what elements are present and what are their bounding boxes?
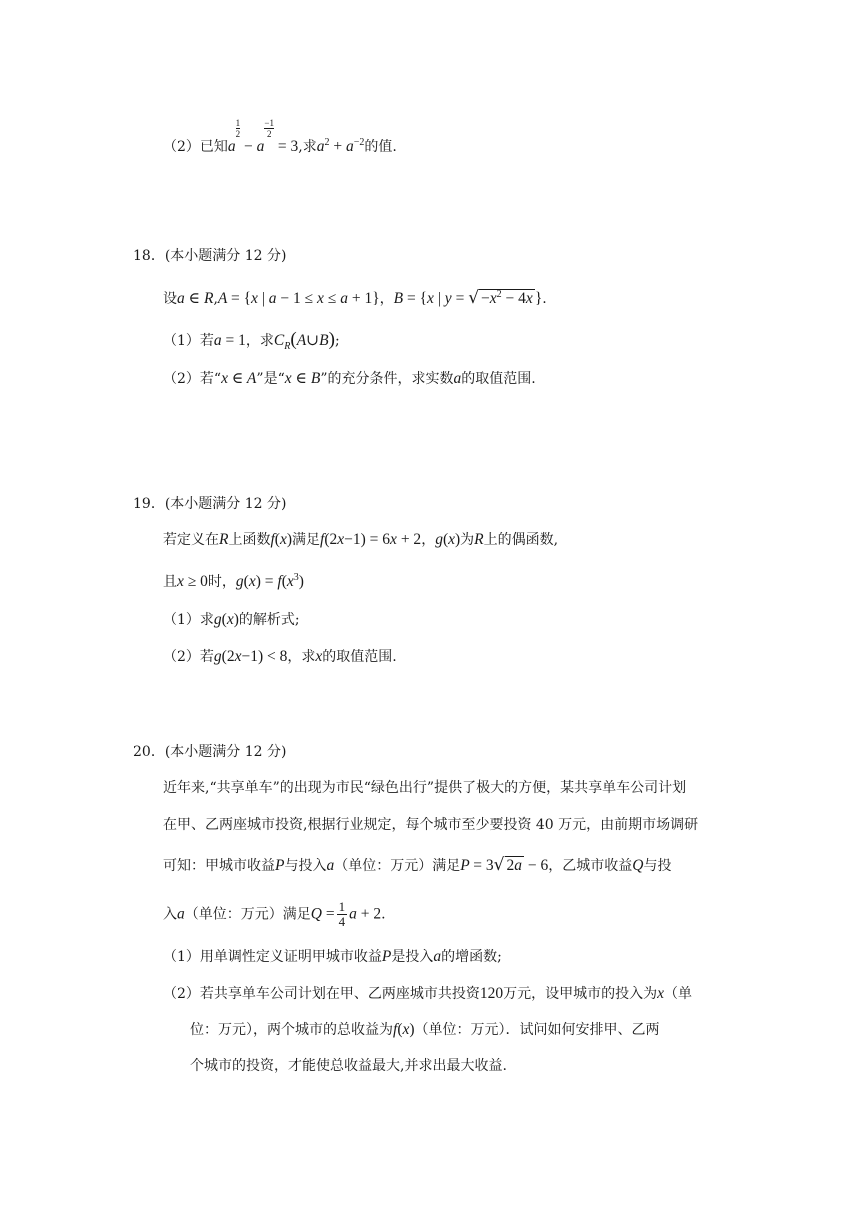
- q17-part2: （2）已知a $\frac{1}{2}$ − a $\frac{-1}{2}$ = 3,求$a^2 + a^{-2}$的值.: [163, 118, 397, 155]
- q20-line1: 近年来,“共享单车”的出现为市民“绿色出行”提供了极大的方便，某共享单车公司计划: [163, 780, 687, 796]
- q20-part2-line3: 个城市的投资，才能使总收益最大,并求出最大收益.: [190, 1058, 507, 1074]
- q18-part1: （1）若a = 1，求$C_R(A\cup B)$;: [163, 329, 340, 353]
- q19-line1: 若定义在R上函数f(x)满足f(2x−1) = 6x + 2，g(x)为R上的偶函数,: [163, 531, 559, 548]
- q19-part1: （1）求g(x)的解析式;: [163, 611, 300, 628]
- q20-line4: 入a（单位：万元）满足Q = $\frac{1}{4}$ a + 2.: [163, 899, 386, 929]
- q19-part2: （2）若g(2x−1) < 8，求x的取值范围.: [163, 648, 397, 665]
- q20-part2-line2: 位：万元），两个城市的总收益为f(x)（单位：万元）．试问如何安排甲、乙两: [190, 1021, 660, 1038]
- q19-line2: 且x ≥ 0时，$g(x) = f(x^3)$: [163, 571, 304, 590]
- q18-header: 18．(本小题满分 12 分): [133, 248, 287, 264]
- math-expr: $a^2 + a^{-2}$: [316, 136, 365, 155]
- q18-intro: 设a ∈ R,A = {x | a − 1 ≤ x ≤ a + 1}，B = {x | y = √ $-x^2 - 4x$ }.: [163, 288, 547, 308]
- q20-header: 20．(本小题满分 12 分): [133, 744, 287, 760]
- q20-part1: （1）用单调性定义证明甲城市收益P是投入a的增函数;: [163, 948, 502, 965]
- math-expr: a $\frac{1}{2}$ − a $\frac{-1}{2}$ = 3: [227, 118, 299, 155]
- q20-part2-line1: （2）若共享单车公司计划在甲、乙两座城市共投资120万元，设甲城市的投入为x（单: [163, 985, 693, 1002]
- q20-line3: 可知：甲城市收益P与投入a（单位：万元）满足P = 3√ 2a − 6，乙城市收益Q与投: [163, 855, 672, 875]
- q19-header: 19．(本小题满分 12 分): [133, 496, 287, 512]
- q18-part2: （2）若“x ∈ A”是“x ∈ B”的充分条件，求实数a的取值范围.: [163, 370, 536, 387]
- q20-line2: 在甲、乙两座城市投资,根据行业规定，每个城市至少要投资 40 万元，由前期市场调研: [163, 817, 699, 833]
